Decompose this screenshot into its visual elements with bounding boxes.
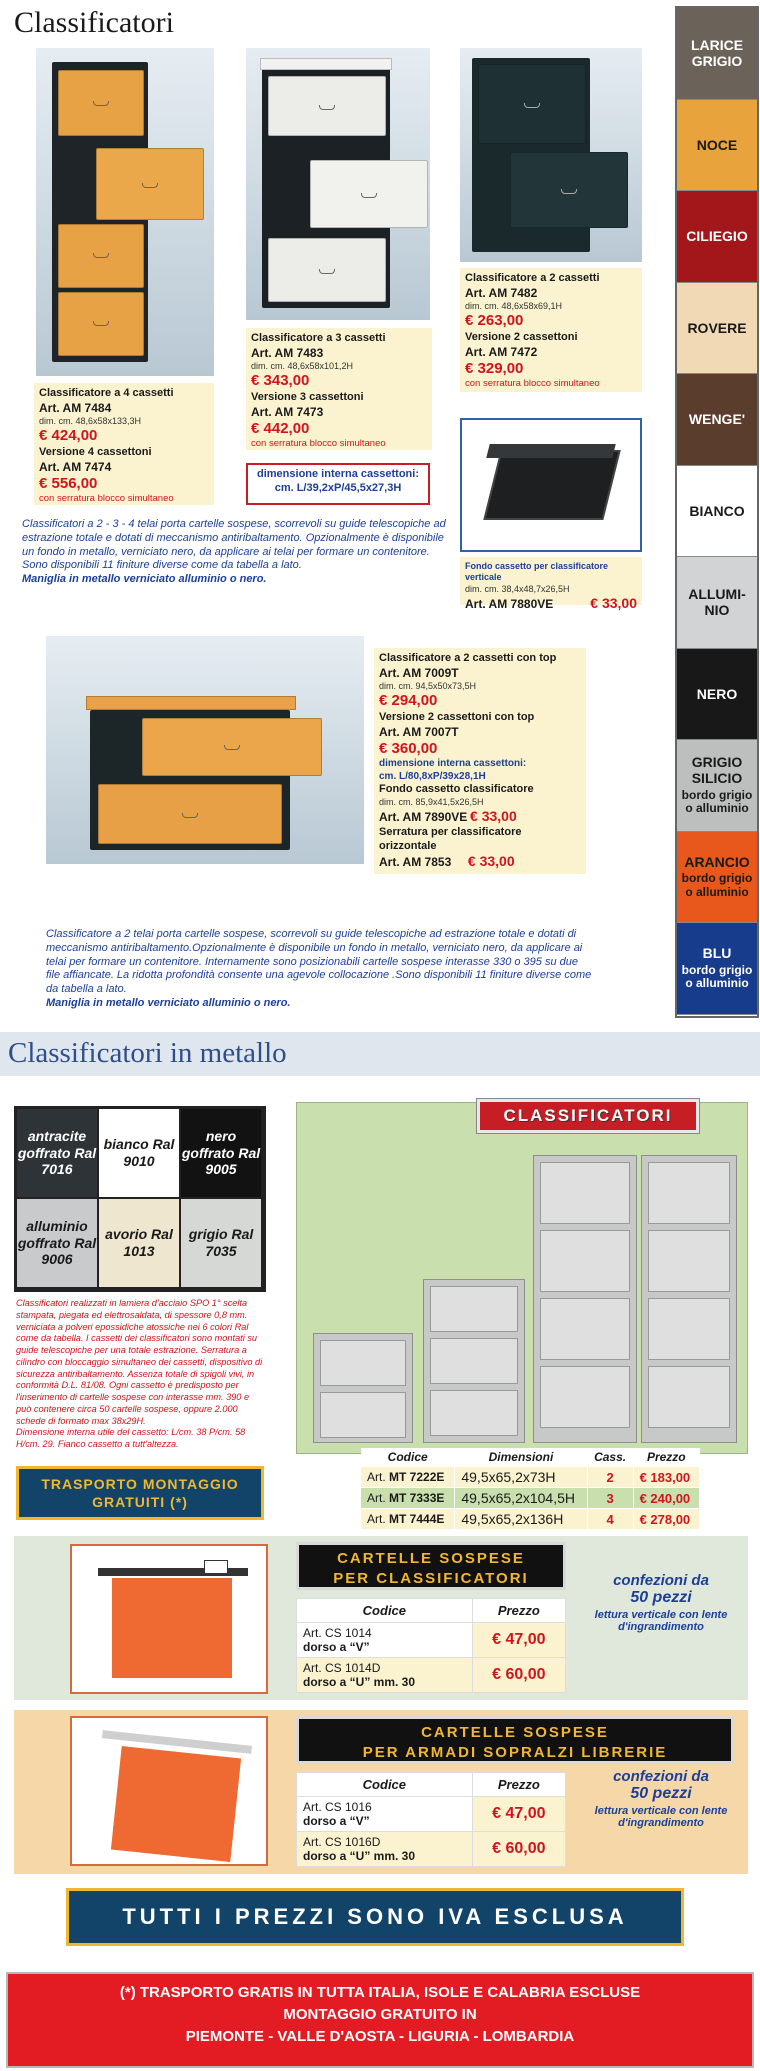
product-version: Versione 4 cassettoni — [39, 445, 152, 458]
swatch-label: ARANCIO — [684, 853, 750, 870]
swatch-label: GRIGIO SILICIO — [691, 754, 743, 787]
ral-color-1[interactable] — [99, 1109, 179, 1197]
ral-color-4[interactable] — [99, 1199, 179, 1287]
product-art: Art. AM 7484 — [39, 400, 112, 415]
product-version: Versione 3 cassettoni — [251, 390, 364, 403]
swatch-2[interactable] — [677, 191, 757, 283]
cartelle-armadi-panel — [14, 1710, 748, 1874]
product-dim: dim. cm. 94,5x50x73,5H — [379, 680, 477, 691]
product-image-horizontal — [46, 636, 364, 864]
fondo-art: Art. AM 7890VE — [379, 810, 468, 825]
product-price-2: € 329,00 — [465, 359, 524, 377]
vertical-description — [22, 518, 446, 587]
internal-dim-value: cm. L/80,8xP/39x28,1H — [379, 770, 486, 782]
product-art-2: Art. AM 7473 — [251, 404, 324, 419]
product-dim: dim. cm. 48,6x58x69,1H — [465, 300, 563, 311]
conf-line1: confezioni da — [613, 1572, 709, 1589]
product-version: Versione 2 cassettoni con top — [379, 710, 535, 723]
product-image-4-drawer — [36, 48, 214, 376]
cartelle-banner-l2: PER CLASSIFICATORI — [333, 1569, 529, 1587]
serratura-price: € 33,00 — [467, 853, 515, 870]
product-info-3-drawer — [246, 328, 432, 450]
cartelle-banner — [296, 1542, 566, 1590]
row-dim: 49,5x65,2x73H — [455, 1467, 587, 1488]
product-dim: dim. cm. 48,6x58x101,2H — [251, 360, 354, 371]
footer-line3: PIEMONTE - VALLE D'AOSTA - LIGURIA - LOMBARDIA — [185, 2027, 575, 2045]
row-price: € 240,00 — [633, 1488, 699, 1509]
fondo-price: € 33,00 — [590, 594, 637, 611]
row-desc: dorso a “V” — [303, 1640, 370, 1654]
product-image-drawer-bottom — [460, 418, 642, 552]
row-price: € 60,00 — [472, 1832, 565, 1867]
row-art: Art. CS 1014 — [303, 1626, 372, 1640]
swatch-sub: bordo grigio o alluminio — [681, 871, 753, 899]
swatch-label: ROVERE — [687, 319, 747, 336]
ral-label: alluminio goffrato Ral 9006 — [17, 1217, 97, 1268]
swatch-sub: bordo grigio o alluminio — [681, 962, 753, 991]
product-price-2: € 360,00 — [379, 739, 438, 757]
product-dim: dim. cm. 48,6x58x133,3H — [39, 415, 142, 426]
iva-banner — [66, 1888, 684, 1946]
row-cass: 4 — [587, 1509, 633, 1530]
horizontal-description-text: Classificatore a 2 telai porta cartelle sospese, scorrevoli su guide telescopiche ad estrazione totale e dotati di meccanismo antiribaltamento.Opzionalmente è disponibile un fondo in metallo, verniciato nero, da applicare ai telai per formare un contenitore. Internamente sono posizionabili cartelle sospese interasse 330 o 395 su due file affiancate. La ridotta profondità consente una agevole collocazione .Sono disponibili 11 finiture diverse come da tabella a lato. — [46, 928, 592, 995]
trasporto-label: TRASPORTO MONTAGGIO GRATUITI (*) — [41, 1475, 239, 1510]
folder-image — [70, 1544, 268, 1694]
row-dim: 49,5x65,2x104,5H — [455, 1488, 587, 1509]
product-name: Classificatore a 4 cassetti — [39, 387, 174, 399]
classificatori-banner-label: CLASSIFICATORI — [503, 1106, 673, 1125]
product-price-2: € 442,00 — [251, 419, 310, 437]
col-cass: Cass. — [587, 1448, 633, 1467]
product-price: € 294,00 — [379, 692, 438, 709]
metal-section-header — [0, 1032, 760, 1076]
product-version: Versione 2 cassettoni — [465, 330, 578, 343]
row-art: Art. — [367, 1491, 386, 1505]
horizontal-description-bold: Maniglia in metallo verniciato alluminio o nero. — [46, 996, 291, 1009]
cartelle-banner-l1: CARTELLE SOSPESE — [421, 1724, 609, 1741]
swatch-sub: bordo grigio o alluminio — [681, 787, 753, 816]
product-art: Art. AM 7009T — [379, 665, 459, 680]
swatch-5[interactable] — [677, 466, 757, 558]
internal-dimension-box — [246, 463, 430, 505]
internal-dim-label: dimensione interna cassettoni: — [379, 758, 527, 770]
row-art: Art. CS 1016 — [303, 1800, 372, 1814]
swatch-label: ALLUMI-NIO — [688, 586, 746, 619]
table-row — [361, 1488, 700, 1509]
product-note: con serratura blocco simultaneo — [465, 378, 600, 390]
table-row — [361, 1509, 700, 1530]
swatch-6[interactable] — [677, 557, 757, 649]
swatch-label: LARICE GRIGIO — [690, 37, 744, 70]
footer-line2: MONTAGGIO GRATUITO IN — [283, 2005, 477, 2023]
swatch-9[interactable] — [677, 832, 757, 924]
horizontal-description — [46, 928, 594, 1011]
row-price: € 47,00 — [472, 1797, 565, 1832]
product-price: € 263,00 — [465, 312, 524, 329]
vertical-description-text: Classificatori a 2 - 3 - 4 telai porta cartelle sospese, scorrevoli su guide telescopiche ad estrazione totale e dotati di meccanismo antiribaltamento. Opzionalmente è disponibile un fondo in metallo, verniciato nero, da applicare ai telai per formare un contenitore. Sono disponibili 11 finiture diverse come da tabella a lato. — [22, 518, 446, 572]
fondo-dim: dim. cm. 85,9x41,5x26,5H — [379, 797, 484, 807]
swatch-8[interactable] — [677, 740, 757, 832]
row-price: € 47,00 — [472, 1623, 565, 1658]
swatch-0[interactable] — [677, 8, 757, 100]
row-desc: dorso a “U” mm. 30 — [303, 1675, 416, 1689]
product-info-drawer-bottom — [460, 557, 642, 611]
row-cass: 2 — [587, 1467, 633, 1488]
conf-line1: confezioni da — [613, 1768, 709, 1785]
product-art-2: Art. AM 7007T — [379, 724, 459, 739]
col-codice: Codice — [361, 1448, 455, 1467]
row-art: Art. CS 1014D — [303, 1661, 381, 1675]
row-code: MT 7444E — [389, 1512, 445, 1526]
conf-line3: lettura verticale con lente d'ingrandimento — [594, 1805, 728, 1829]
swatch-label: NERO — [696, 685, 738, 702]
fondo-price: € 33,00 — [470, 808, 517, 825]
col-codice: Codice — [297, 1773, 473, 1797]
row-code: MT 7333E — [389, 1491, 445, 1505]
swatch-10[interactable] — [677, 923, 757, 1015]
ral-label: antracite goffrato Ral 7016 — [17, 1127, 97, 1178]
ral-label: avorio Ral 1013 — [105, 1226, 173, 1259]
iva-label: TUTTI I PREZZI SONO IVA ESCLUSA — [122, 1904, 628, 1929]
row-price: € 278,00 — [633, 1509, 699, 1530]
swatch-label: BLU — [702, 945, 732, 962]
product-image-2-drawer — [460, 48, 642, 262]
metal-description-text-2: Dimensione interna utile del cassetto: L/cm. 38 P/cm. 58 H/cm. 29. Fianco cassetto a tutt'altezza. — [16, 1427, 246, 1450]
confezioni-note — [586, 1572, 736, 1633]
ral-color-5[interactable] — [181, 1199, 261, 1287]
ral-color-0[interactable] — [17, 1109, 97, 1197]
product-art: Art. AM 7483 — [251, 345, 324, 360]
metal-cabinets-panel — [296, 1102, 748, 1454]
conf-line3: lettura verticale con lente d'ingrandimento — [594, 1609, 728, 1633]
classificatori-banner — [477, 1099, 699, 1133]
row-cass: 3 — [587, 1488, 633, 1509]
ral-label: grigio Ral 7035 — [188, 1226, 254, 1259]
metal-title: Classificatori in metallo — [8, 1037, 287, 1069]
conf-line2: 50 pezzi — [630, 1589, 692, 1606]
product-info-horizontal — [374, 648, 586, 874]
ral-label: bianco Ral 9010 — [103, 1136, 175, 1169]
swatch-7[interactable] — [677, 649, 757, 741]
cartelle-table — [296, 1598, 566, 1693]
fondo-name: Fondo cassetto per classificatore verticale — [465, 561, 609, 583]
product-info-4-drawer — [34, 383, 214, 505]
ral-color-2[interactable] — [181, 1109, 261, 1197]
ral-color-3[interactable] — [17, 1199, 97, 1287]
product-note: con serratura blocco simultaneo — [39, 493, 174, 505]
product-name: Classificatore a 2 cassetti — [465, 272, 600, 284]
fondo-dim: dim. cm. 38,4x48,7x26,5H — [465, 583, 570, 594]
row-price: € 60,00 — [472, 1658, 565, 1693]
col-prezzo: Prezzo — [633, 1448, 699, 1467]
product-art: Art. AM 7482 — [465, 285, 538, 300]
table-row — [361, 1467, 700, 1488]
swatch-4[interactable] — [677, 374, 757, 466]
swatch-label: NOCE — [696, 136, 738, 153]
product-note: con serratura blocco simultaneo — [251, 438, 386, 450]
cartelle-table — [296, 1772, 566, 1867]
ral-label: nero goffrato Ral 9005 — [181, 1127, 261, 1178]
product-art-2: Art. AM 7474 — [39, 459, 112, 474]
swatch-label: CILIEGIO — [686, 228, 748, 245]
col-prezzo: Prezzo — [472, 1773, 565, 1797]
swatch-3[interactable] — [677, 283, 757, 375]
swatch-label: BIANCO — [689, 502, 745, 519]
row-desc: dorso a “U” mm. 30 — [303, 1849, 416, 1863]
row-art: Art. CS 1016D — [303, 1835, 381, 1849]
fondo-art: Art. AM 7880VE — [465, 596, 554, 611]
page-title: Classificatori — [14, 6, 174, 39]
product-art-2: Art. AM 7472 — [465, 344, 538, 359]
internal-dim-value: cm. L/39,2xP/45,5x27,3H — [274, 482, 402, 494]
folder-image — [70, 1716, 268, 1866]
row-dim: 49,5x65,2x136H — [455, 1509, 587, 1530]
product-price: € 343,00 — [251, 372, 310, 389]
cartelle-classificatori-panel — [14, 1536, 748, 1700]
internal-dim-label: dimensione interna cassettoni: — [257, 468, 419, 480]
footer-line1: (*) TRASPORTO GRATIS IN TUTTA ITALIA, ISOLE E CALABRIA ESCLUSE — [119, 1984, 641, 2001]
product-name: Classificatore a 2 cassetti con top — [379, 652, 557, 664]
product-image-3-drawer — [246, 48, 430, 320]
row-price: € 183,00 — [633, 1467, 699, 1488]
product-price-2: € 556,00 — [39, 474, 98, 492]
cartelle-banner-l1: CARTELLE SOSPESE — [337, 1550, 525, 1567]
product-name: Classificatore a 3 cassetti — [251, 332, 386, 344]
metal-description-text: Classificatori realizzati in lamiera d'acciaio SPO 1° scelta stampata, piegata ed elettrosaldata, di spessore 0,8 mm. verniciata a polveri epossidiche atossiche nei 6 colori Ral come da tabella. I cassetti dei classificatori sono montati su guide telescopiche per una totale estrazione. Serratura a cilindro con bloccaggio simultaneo dei cassetti, dispositivo di sicurezza antiribaltamento. Assenza totale di spigoli vivi, in conformità D.L. 81/08. Ogni cassetto è predisposto per l'inserimento di cartelle sospese con interasse mm. 390 e può contenere circa 50 cartelle sospese, oppure 2.000 schede di formato max 38x29H. — [16, 1298, 263, 1426]
row-code: MT 7222E — [389, 1470, 445, 1484]
row-art: Art. — [367, 1470, 386, 1484]
product-info-2-drawer — [460, 268, 642, 392]
trasporto-button[interactable] — [16, 1466, 264, 1520]
col-dimensioni: Dimensioni — [455, 1448, 587, 1467]
col-codice: Codice — [297, 1599, 473, 1623]
fondo-name: Fondo cassetto classificatore — [379, 783, 534, 796]
metal-description — [16, 1298, 266, 1451]
cartelle-banner — [296, 1716, 734, 1764]
cartelle-banner-l2: PER ARMADI SOPRALZI LIBRERIE — [362, 1743, 668, 1761]
conf-line2: 50 pezzi — [630, 1785, 692, 1802]
vertical-description-bold: Maniglia in metallo verniciato alluminio o nero. — [22, 573, 267, 585]
shipping-footer — [6, 1972, 754, 2068]
row-desc: dorso a “V” — [303, 1814, 370, 1828]
swatch-1[interactable] — [677, 100, 757, 192]
row-art: Art. — [367, 1512, 386, 1526]
swatch-label: WENGE' — [688, 411, 746, 428]
col-prezzo: Prezzo — [472, 1599, 565, 1623]
confezioni-note — [586, 1768, 736, 1829]
metal-price-table — [360, 1448, 700, 1530]
serratura-art: Art. AM 7853 — [379, 855, 452, 870]
product-price: € 424,00 — [39, 427, 98, 444]
serratura-name: Serratura per classificatore orizzontale — [379, 825, 522, 852]
